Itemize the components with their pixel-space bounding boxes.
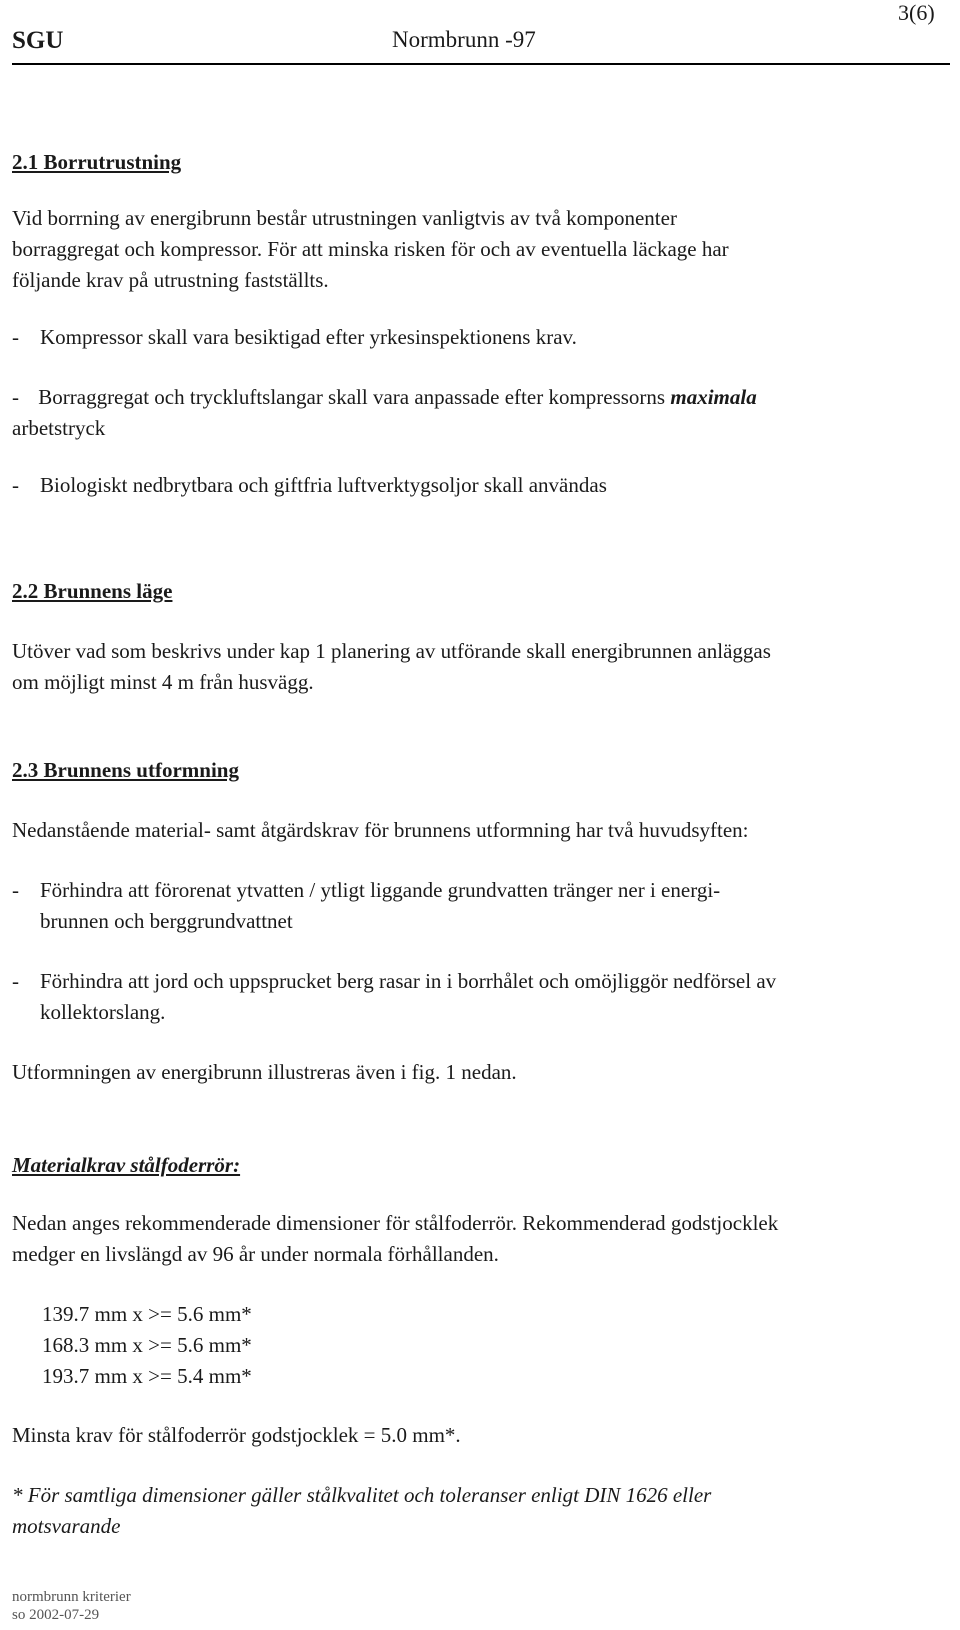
document-title: Normbrunn -97 bbox=[392, 27, 536, 52]
dimension-item: 168.3 mm x >= 5.6 mm* bbox=[42, 1333, 252, 1357]
section-heading-2-1: 2.1 Borrutrustning bbox=[12, 150, 182, 174]
dimension-item: 193.7 mm x >= 5.4 mm* bbox=[42, 1364, 252, 1388]
org-name: SGU bbox=[12, 27, 64, 54]
paragraph: Nedanstående material- samt åtgärdskrav för brunnens utformning har två huvudsyften: bbox=[12, 818, 749, 842]
paragraph: Utformningen av energibrunn illustreras även i fig. 1 nedan. bbox=[12, 1060, 517, 1084]
list-item: - Förhindra att jord och uppsprucket berg rasar in i borrhålet och omöjliggör nedförsel av kollektorslang. bbox=[12, 969, 777, 1024]
paragraph: Nedan anges rekommenderade dimensioner för stålfoderrör. Rekommenderad godstjocklek medger en livslängd av 96 år under normala förhållanden. bbox=[12, 1211, 779, 1266]
page-header bbox=[12, 27, 950, 65]
list-item: - Borraggregat och tryckluftslangar skall vara anpassade efter kompressorns maximala arbetstryck bbox=[12, 385, 757, 440]
footnote: * För samtliga dimensioner gäller stålkvalitet och toleranser enligt DIN 1626 eller motsvarande bbox=[12, 1483, 712, 1538]
section-heading-2-3: 2.3 Brunnens utformning bbox=[12, 758, 239, 782]
list-item: - Kompressor skall vara besiktigad efter yrkesinspektionens krav. bbox=[12, 325, 577, 349]
page-footer: normbrunn kriterier so 2002-07-29 bbox=[12, 1589, 131, 1623]
intro-paragraph: Vid borrning av energibrunn består utrustningen vanligtvis av två komponenter borraggregat och kompressor. För att minska risken för och av eventuella läckage har följande krav på utrustning fastställts. bbox=[12, 206, 729, 292]
page-number: 3(6) bbox=[898, 0, 935, 25]
paragraph: Utöver vad som beskrivs under kap 1 planering av utförande skall energibrunnen anläggas om möjligt minst 4 m från husvägg. bbox=[12, 639, 771, 694]
dimension-item: 139.7 mm x >= 5.6 mm* bbox=[42, 1302, 252, 1326]
list-item: - Biologiskt nedbrytbara och giftfria luftverktygsoljor skall användas bbox=[12, 473, 607, 497]
min-requirement: Minsta krav för stålfoderrör godstjocklek = 5.0 mm*. bbox=[12, 1423, 461, 1447]
section-heading-2-2: 2.2 Brunnens läge bbox=[12, 579, 173, 603]
list-item: - Förhindra att förorenat ytvatten / ytligt liggande grundvatten tränger ner i energi- brunnen och berggrundvattnet bbox=[12, 878, 721, 933]
material-heading: Materialkrav stålfoderrör: bbox=[12, 1153, 241, 1177]
